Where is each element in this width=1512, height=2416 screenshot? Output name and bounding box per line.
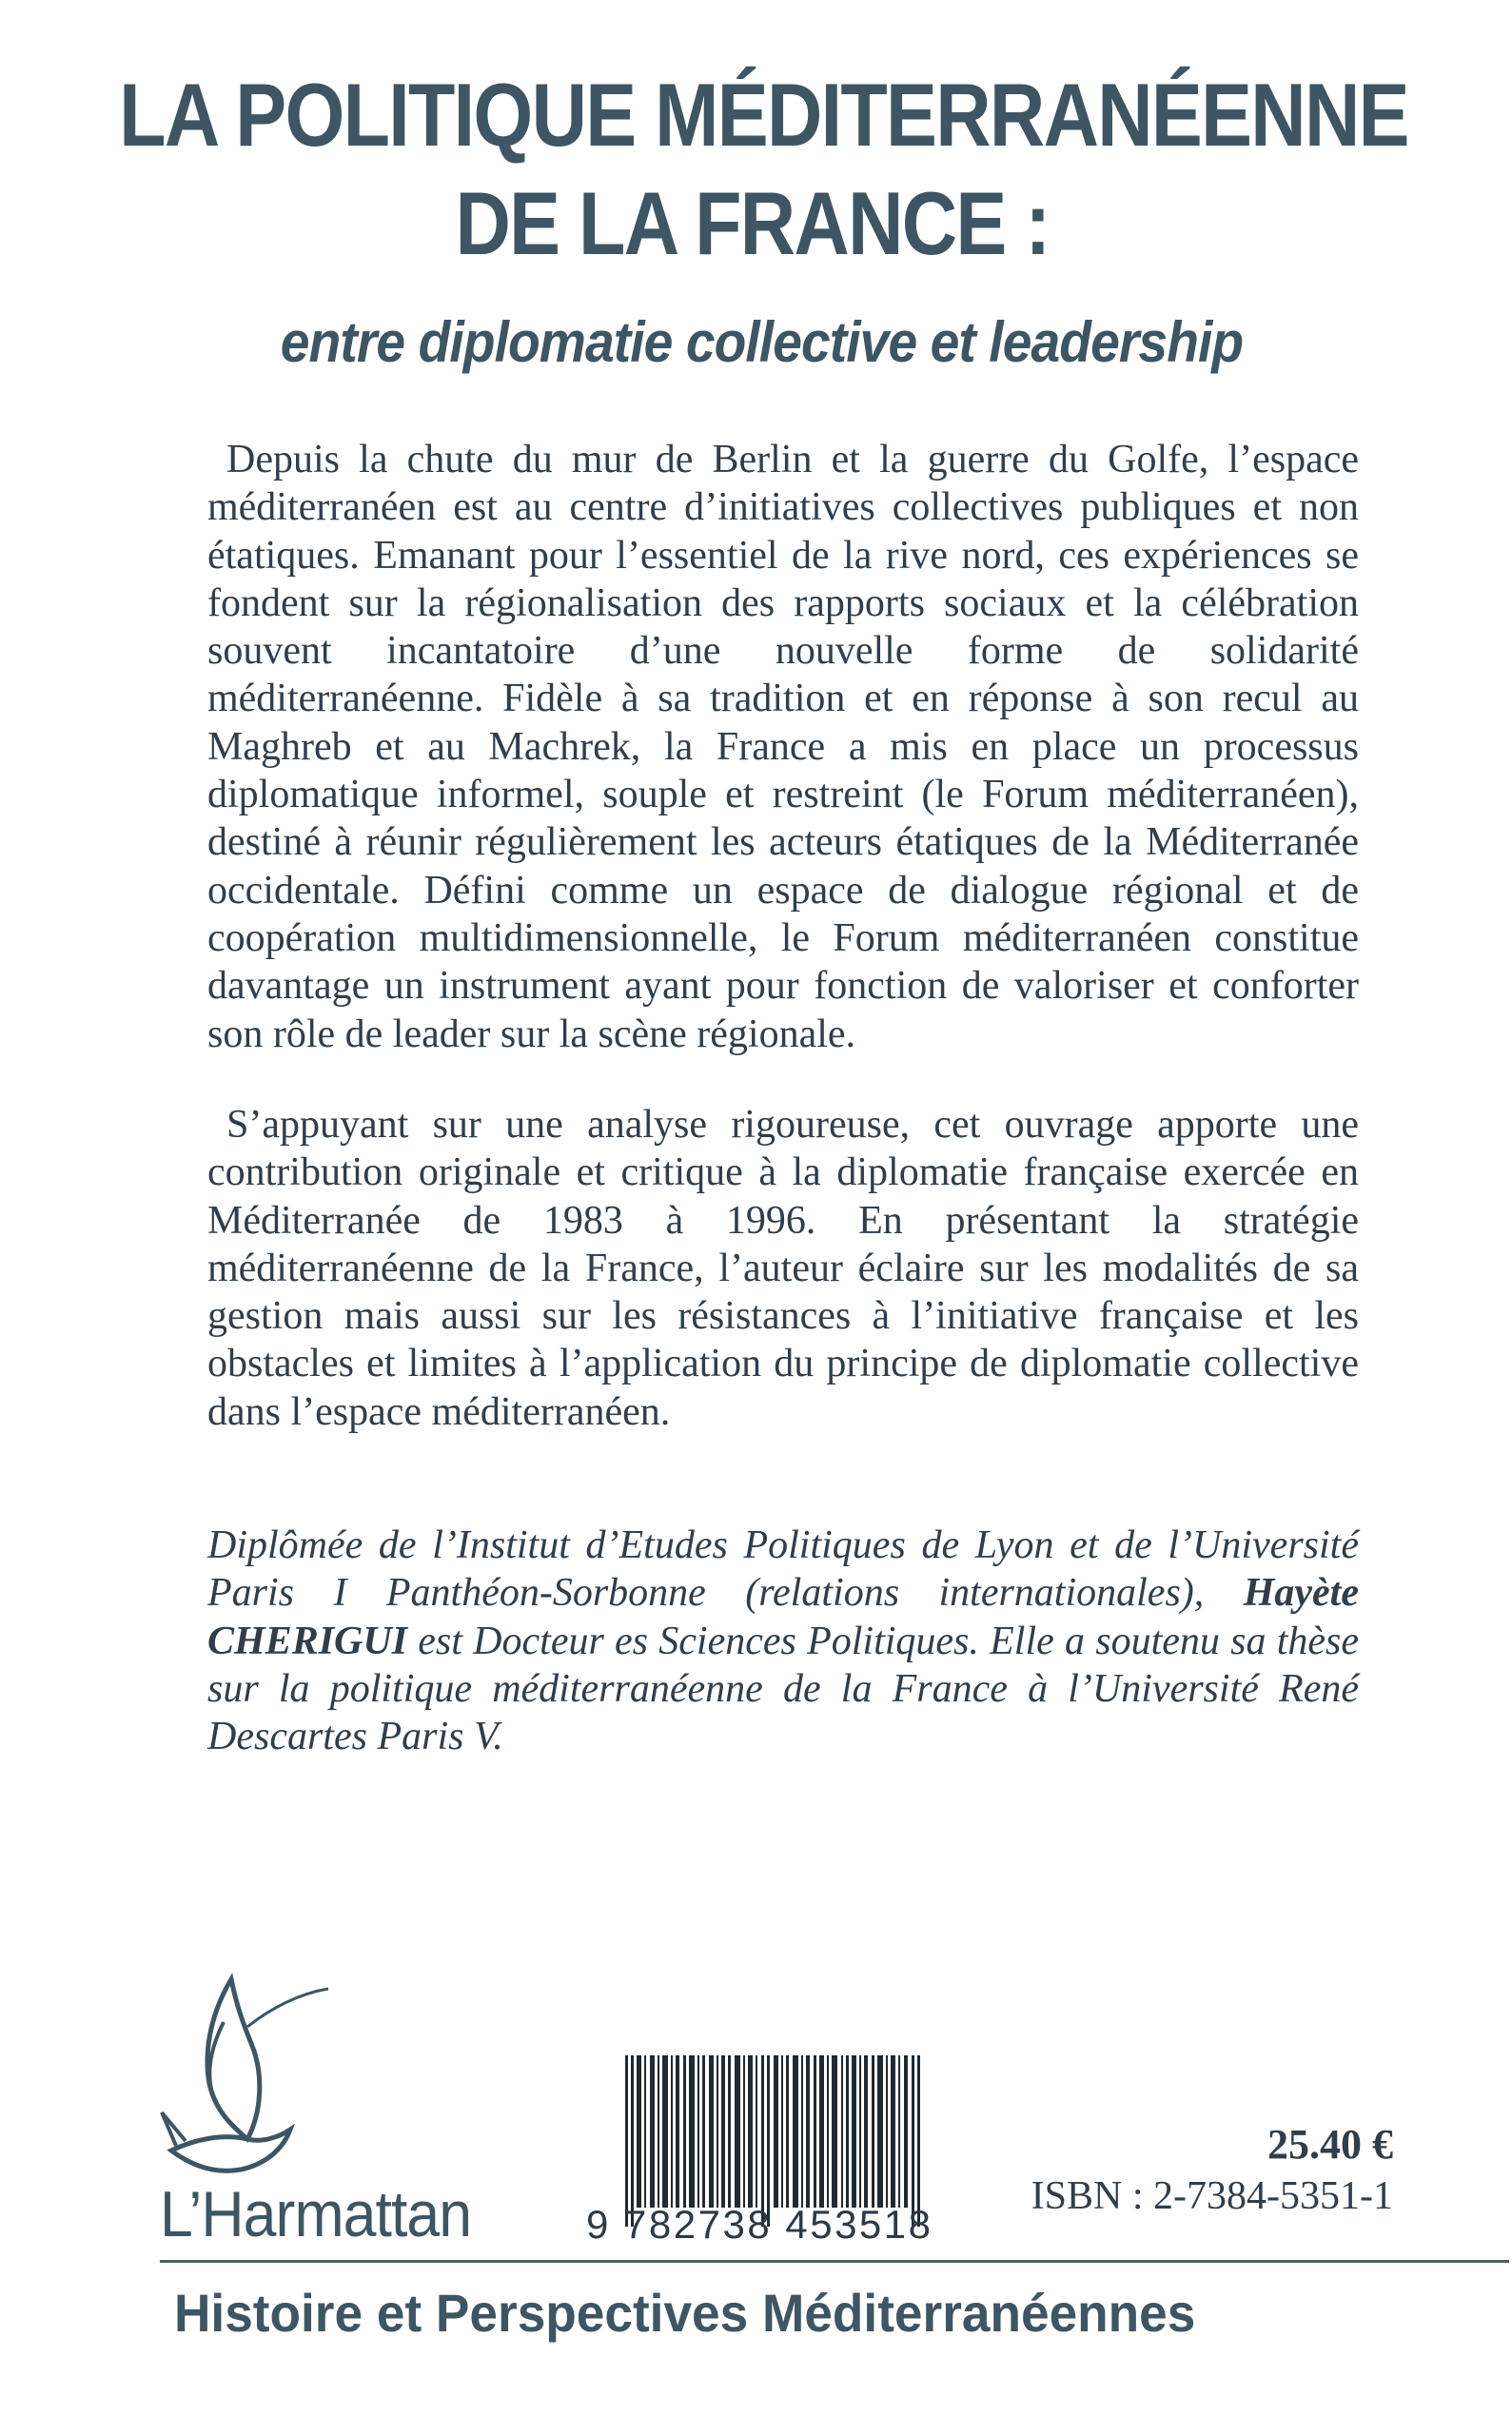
summary-paragraph-1: Depuis la chute du mur de Berlin et la guerre du Golfe, l’espace méditerranéen est au centre d’initiatives collectives publiques et non étatiques. Emanant pour l’essentiel de la rive nord, ces expériences se fondent sur la régionalisation des rapports sociaux et la célébration souvent incantatoire d’une nouvelle forme de solidarité méditerranéenne. Fidèle à sa tradition et en réponse à son recul au Maghreb et au Machrek, la France a mis en place un processus diplomatique informel, souple et restreint (le Forum méditerranéen), destiné à réunir régulièrement les acteurs étatiques de la Méditerranée occidentale. Défini comme un espace de dialogue régional et de coopération multidimensionnelle, le Forum méditerranéen constitue davantage un instrument ayant pour fonction de valoriser et conforter son rôle de leader sur la scène régionale.: [207, 438, 1359, 1056]
author-bio: [207, 1522, 1359, 1760]
book-title-line2: DE LA FRANCE :: [455, 173, 1050, 273]
book-subtitle: entre diplomatie collective et leadership: [280, 310, 1244, 374]
author-name: Hayète CHERIGUI: [207, 1571, 1359, 1663]
collection-name: Histoire et Perspectives Méditerranéennes: [174, 2283, 1196, 2343]
isbn: ISBN : 2-7384-5351-1: [1031, 2174, 1393, 2218]
book-title-line1: LA POLITIQUE MÉDITERRANÉENNE: [119, 65, 1408, 165]
author-bio-rest: est Docteur es Sciences Politiques. Elle a soutenu sa thèse sur la politique méditerranéenne de la France à l’Université René Descartes Paris V.: [207, 1619, 1359, 1759]
barcode: [623, 2055, 928, 2227]
price: 25.40 €: [1267, 2121, 1393, 2168]
publisher-name: L’Harmattan: [160, 2178, 472, 2250]
barcode-digits: 9 782738 453518: [586, 2202, 933, 2247]
divider: [160, 2260, 1509, 2263]
summary-paragraph-2: S’appuyant sur une analyse rigoureuse, cet ouvrage apporte une contribution originale et critique à la diplomatie française exercée en Méditerranée de 1983 à 1996. En présentant la stratégie méditerranéenne de la France, l’auteur éclaire sur les modalités de sa gestion mais aussi sur les résistances à l’initiative française et les obstacles et limites à l’application du principe de diplomatie collective dans l’espace méditerranéen.: [207, 1103, 1359, 1434]
author-bio-intro: Diplômée de l’Institut d’Etudes Politiques de Lyon et de l’Université Paris I Panthéon-Sorbonne (relations internationales),: [207, 1523, 1359, 1616]
